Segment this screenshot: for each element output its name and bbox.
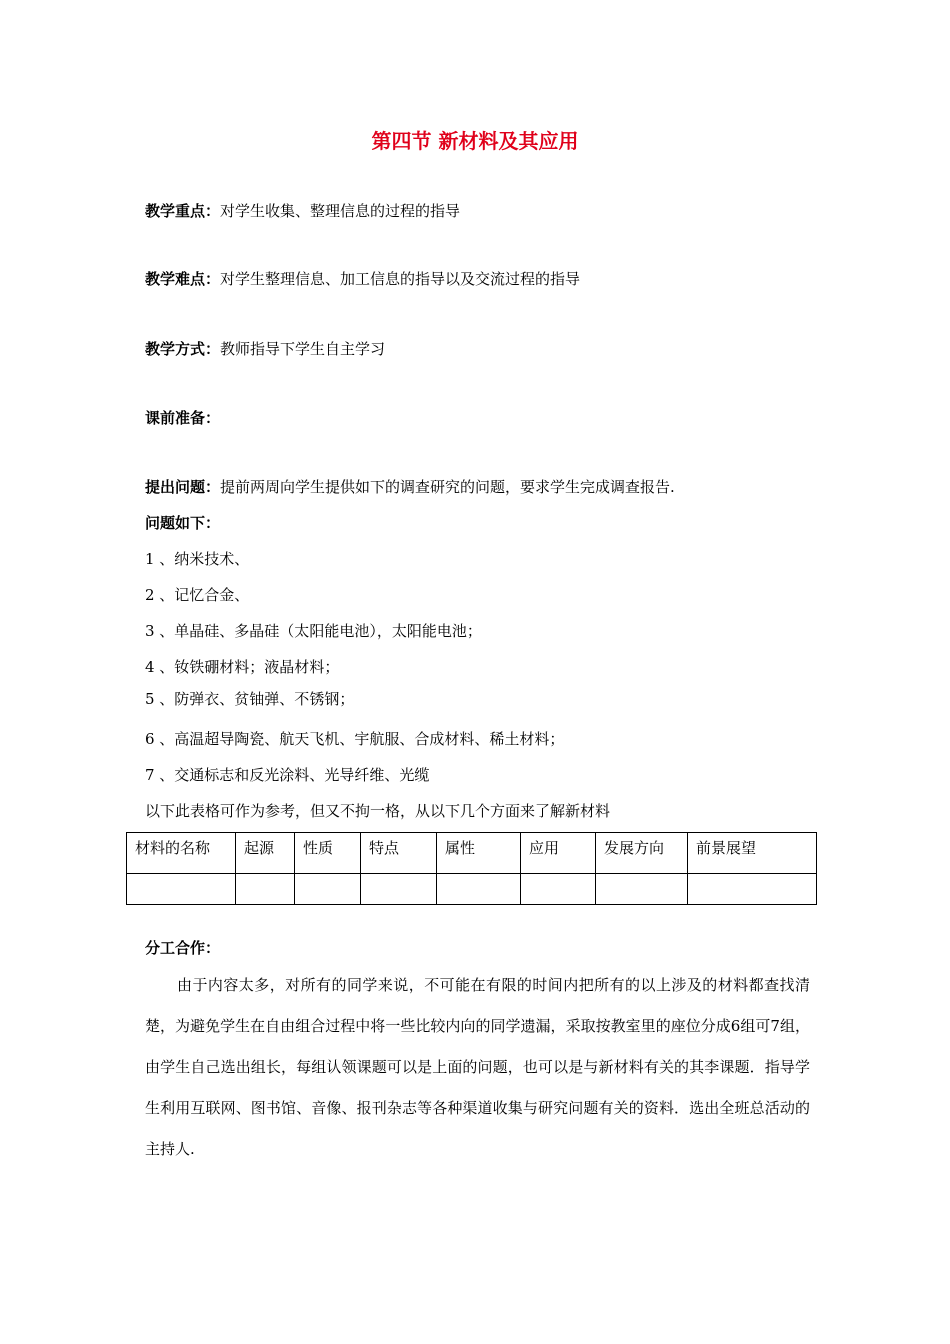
teaching-method-label: 教学方式： (145, 340, 221, 358)
teaching-method-text: 教师指导下学生自主学习 (220, 340, 386, 358)
table-header-row (127, 833, 817, 874)
table-cell (688, 874, 817, 905)
list-item: 7 、交通标志和反光涂料、光导纤维、光缆 (145, 766, 430, 784)
materials-table (126, 832, 817, 905)
teaching-difficulty (145, 268, 580, 289)
table-cell (127, 874, 236, 905)
page-title: 第四节 新材料及其应用 (371, 129, 579, 153)
list-item: 2 、记忆合金、 (145, 586, 250, 604)
list-item: 4 、钕铁硼材料；液晶材料； (145, 658, 340, 676)
list-item: 5 、防弹衣、贫铀弹、不锈钢； (145, 690, 355, 708)
table-cell (437, 874, 521, 905)
teaching-focus-text: 对学生收集、整理信息的过程的指导 (220, 202, 461, 220)
teaching-focus (145, 200, 460, 221)
cooperation-paragraph: 由于内容太多，对所有的同学来说，不可能在有限的时间内把所有的以上涉及的材料都查找清楚，为避免学生在自由组合过程中将一些比较内向的同学遗漏，采取按教室里的座位分成6组可7组，由学生自己选出组长，每组认领课题可以是上面的问题，也可以是与新材料有关的其李课题．指导学生利用互联网、图书馆、音像、报刊杂志等各种渠道收集与研究问题有关的资料．选出全班总活动的主持人. (145, 976, 810, 1158)
list-heading: 问题如下： (145, 514, 221, 532)
table-header-cell: 起源 (236, 833, 295, 874)
table-cell (361, 874, 437, 905)
table-row (127, 874, 817, 905)
table-cell (521, 874, 596, 905)
teaching-method (145, 338, 385, 359)
table-header-cell: 发展方向 (596, 833, 688, 874)
question-text: 提前两周向学生提供如下的调查研究的问题，要求学生完成调查报告. (220, 478, 675, 496)
table-cell (596, 874, 688, 905)
prep-heading: 课前准备： (145, 409, 221, 427)
teaching-difficulty-text: 对学生整理信息、加工信息的指导以及交流过程的指导 (220, 270, 581, 288)
table-header-cell: 应用 (521, 833, 596, 874)
cooperation-heading: 分工合作： (145, 939, 221, 957)
table-cell (236, 874, 295, 905)
question-label: 提出问题： (145, 478, 221, 496)
table-intro: 以下此表格可作为参考，但又不拘一格，从以下几个方面来了解新材料 (145, 802, 611, 820)
list-item: 3 、单晶硅、多晶硅（太阳能电池），太阳能电池； (145, 622, 482, 640)
teaching-focus-label: 教学重点： (145, 202, 221, 220)
table-cell (295, 874, 361, 905)
teaching-difficulty-label: 教学难点： (145, 270, 221, 288)
table-header-cell: 特点 (361, 833, 437, 874)
list-item: 6 、高温超导陶瓷、航天飞机、宇航服、合成材料、稀土材料； (145, 730, 565, 748)
table-header-cell: 材料的名称 (127, 833, 236, 874)
table-header-cell: 前景展望 (688, 833, 817, 874)
question-line (145, 476, 675, 497)
list-item: 1 、纳米技术、 (145, 550, 250, 568)
table-header-cell: 属性 (437, 833, 521, 874)
table-header-cell: 性质 (295, 833, 361, 874)
